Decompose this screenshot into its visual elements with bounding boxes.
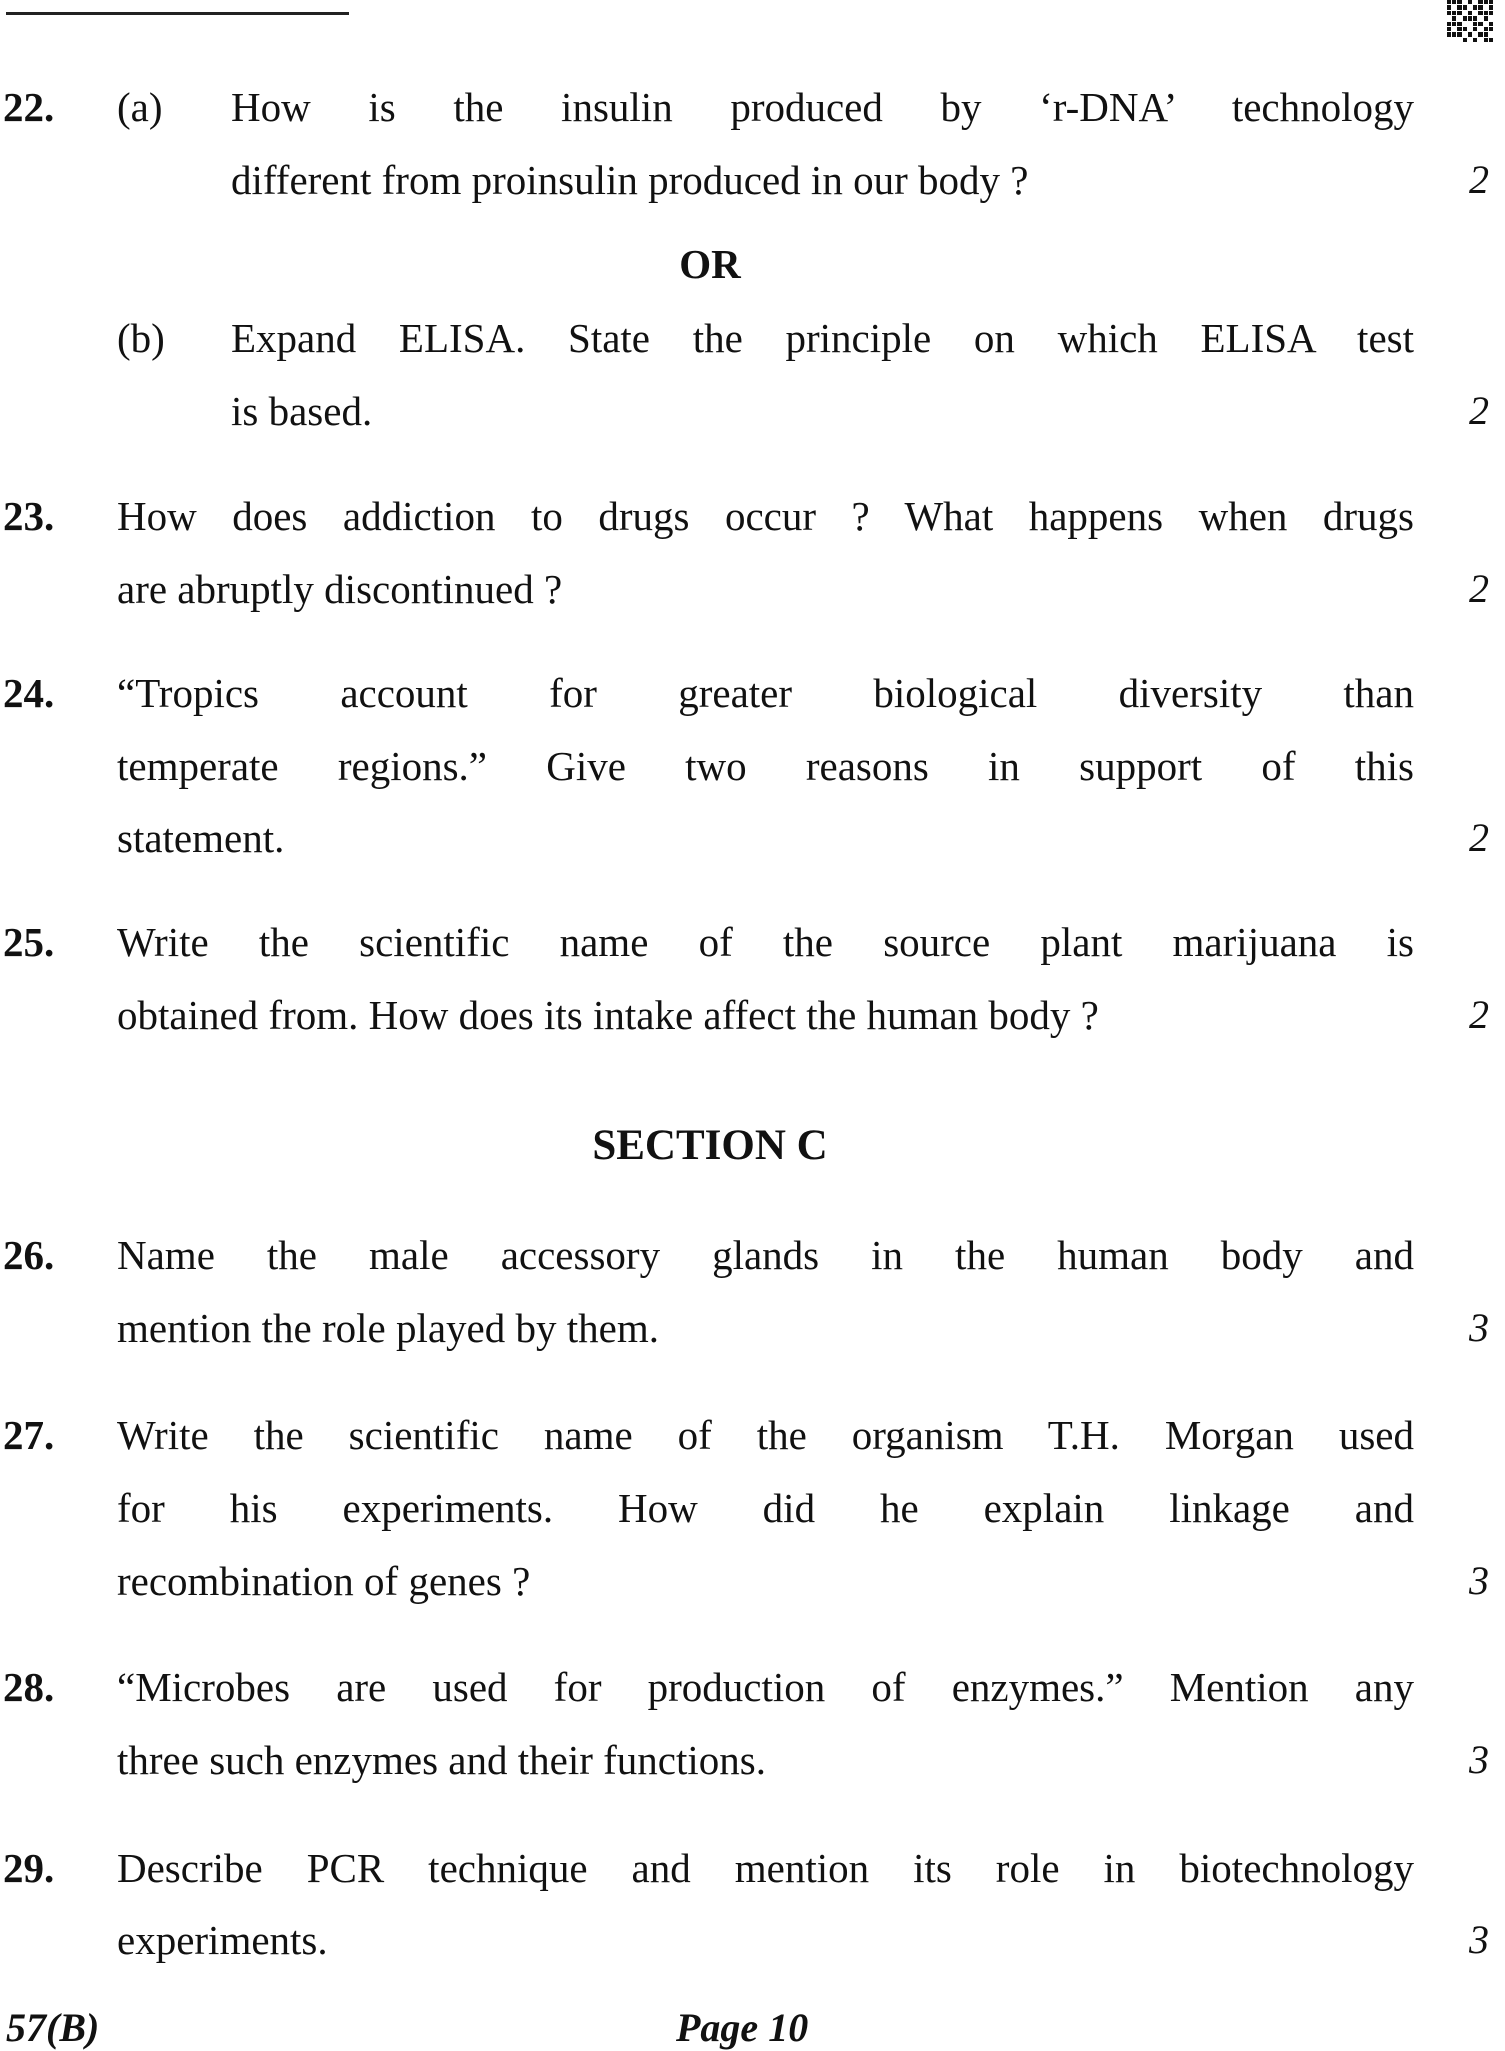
marks: 2: [1469, 992, 1489, 1037]
marks: 3: [1469, 1558, 1489, 1603]
question-text: recombination of genes ?: [117, 1558, 531, 1604]
question-number: 26.: [3, 1232, 55, 1278]
question-text: statement.: [117, 815, 285, 861]
question-number: 22.: [3, 84, 55, 130]
marks: 3: [1469, 1305, 1489, 1350]
qr-code-icon: [1447, 0, 1493, 42]
question-text: How does addiction to drugs occur ? What happens when drugs: [117, 493, 1414, 539]
question-number: 24.: [3, 670, 55, 716]
part-label: (a): [117, 84, 163, 130]
marks: 2: [1469, 388, 1489, 433]
page-number: Page 10: [676, 2005, 809, 2050]
question-text: temperate regions.” Give two reasons in support of this: [117, 743, 1414, 789]
question-text: Name the male accessory glands in the human body and: [117, 1232, 1414, 1278]
marks: 2: [1469, 157, 1489, 202]
question-text: is based.: [231, 388, 373, 434]
question-text: Expand ELISA. State the principle on which ELISA test: [231, 315, 1414, 361]
marks: 3: [1469, 1917, 1489, 1962]
question-text: for his experiments. How did he explain linkage and: [117, 1485, 1414, 1531]
question-text: three such enzymes and their functions.: [117, 1737, 766, 1783]
question-text: “Tropics account for greater biological diversity than: [117, 670, 1414, 716]
section-heading: SECTION C: [592, 1122, 828, 1169]
question-text: obtained from. How does its intake affect the human body ?: [117, 992, 1099, 1038]
question-number: 23.: [3, 493, 55, 539]
top-rule: [6, 12, 349, 15]
question-number: 29.: [3, 1845, 55, 1891]
question-number: 25.: [3, 919, 55, 965]
question-text: How is the insulin produced by ‘r-DNA’ technology: [231, 84, 1414, 130]
part-label: (b): [117, 315, 165, 361]
question-text: different from proinsulin produced in our body ?: [231, 157, 1029, 203]
marks: 3: [1469, 1737, 1489, 1782]
question-text: are abruptly discontinued ?: [117, 566, 563, 612]
question-text: mention the role played by them.: [117, 1305, 659, 1351]
question-number: 27.: [3, 1412, 55, 1458]
question-text: experiments.: [117, 1917, 328, 1963]
question-text: “Microbes are used for production of enzymes.” Mention any: [117, 1664, 1414, 1710]
question-text: Write the scientific name of the organism T.H. Morgan used: [117, 1412, 1414, 1458]
question-number: 28.: [3, 1664, 55, 1710]
question-text: Describe PCR technique and mention its role in biotechnology: [117, 1845, 1414, 1891]
marks: 2: [1469, 566, 1489, 611]
paper-code: 57(B): [6, 2005, 100, 2050]
or-separator: OR: [679, 241, 741, 287]
marks: 2: [1469, 815, 1489, 860]
question-text: Write the scientific name of the source plant marijuana is: [117, 919, 1414, 965]
